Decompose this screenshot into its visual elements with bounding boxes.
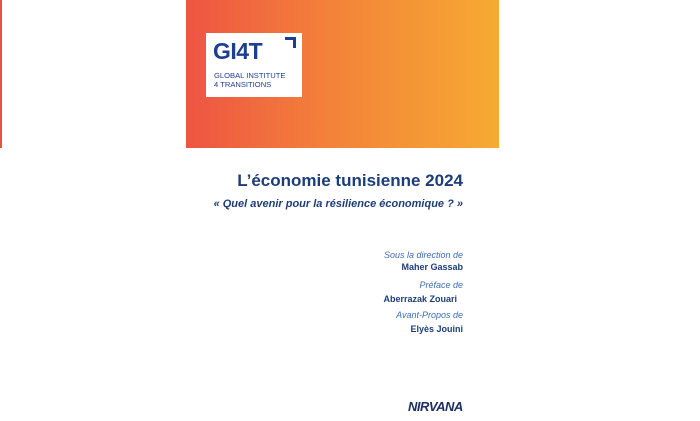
logo-line-1: GLOBAL INSTITUTE [214,71,286,80]
logo-corner-icon [285,37,296,48]
book-subtitle: « Quel avenir pour la résilience économique ? » [213,198,463,210]
publisher-logo: NIRVANA [408,399,463,414]
preface-label: Préface de [419,280,463,290]
left-edge-strip [0,0,2,148]
book-title: L’économie tunisienne 2024 [237,171,463,190]
cover-banner [186,0,499,148]
direction-name: Maher Gassab [401,262,463,272]
foreword-label: Avant-Propos de [396,310,463,320]
direction-label: Sous la direction de [383,250,463,260]
logo-mark: GI4T [213,38,263,64]
gi4t-logo [206,33,302,97]
preface-name: Aberrazak Zouari [383,294,457,304]
logo-line-2: 4 TRANSITIONS [214,80,272,89]
foreword-name: Elyès Jouini [410,324,463,334]
